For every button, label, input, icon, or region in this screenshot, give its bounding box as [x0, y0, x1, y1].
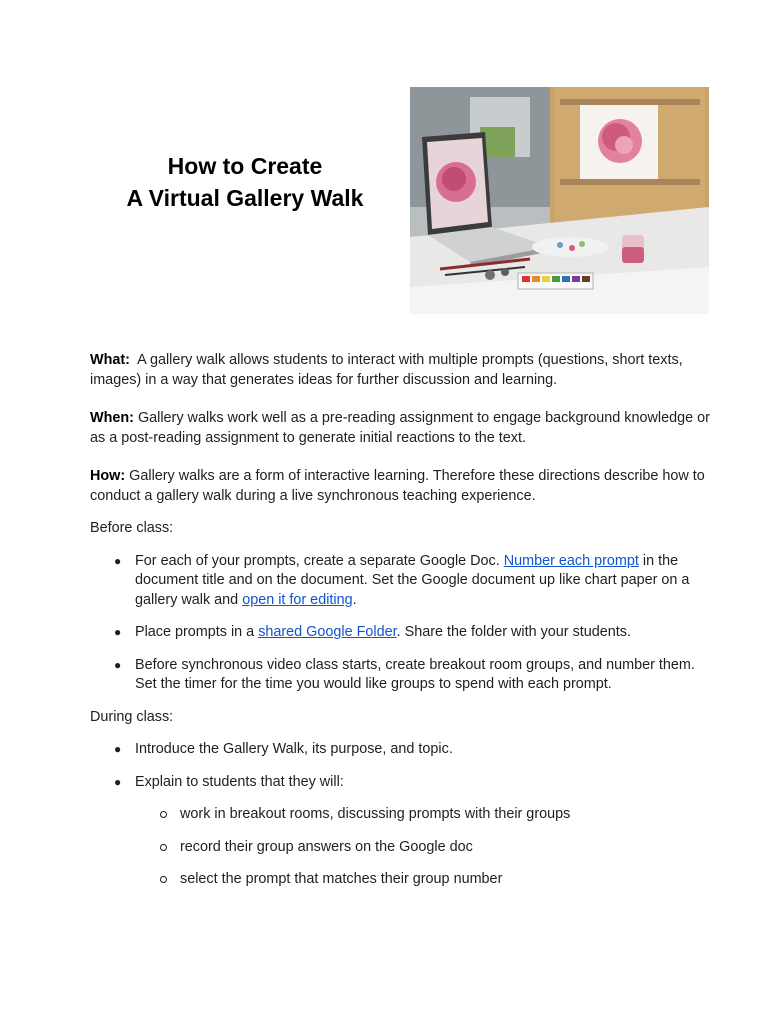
- title-line-1: How to Create: [167, 153, 323, 179]
- open-for-editing-link[interactable]: open it for editing: [242, 591, 353, 608]
- document-title: [90, 150, 400, 214]
- title-line-2: A Virtual Gallery Walk: [126, 185, 364, 211]
- before-item3-text: Before synchronous video class starts, create breakout room groups, and number them. Set the timer for the time you would like groups to spend with each prompt.: [135, 656, 695, 692]
- before-class-label: Before class:: [90, 520, 174, 536]
- what-text: A gallery walk allows students to interact with multiple prompts (questions, short texts, images) in a way that generates ideas for further discussion and learning.: [90, 352, 687, 388]
- during-sub-list: [135, 805, 715, 890]
- sub-item-text: work in breakout rooms, discussing prompts with their groups: [180, 806, 571, 822]
- sub-list-item: [135, 805, 715, 825]
- list-item: [90, 773, 715, 890]
- list-item: [90, 552, 715, 611]
- before-class-list: [90, 552, 715, 695]
- before-item1-part1: For each of your prompts, create a separate Google Doc.: [135, 552, 504, 569]
- hero-photo-laptop-easel: [410, 87, 709, 314]
- sub-list-item: [135, 838, 715, 858]
- hollow-bullet-icon: [160, 876, 167, 883]
- bullet-icon: ●: [114, 774, 122, 789]
- before-item2-part2: . Share the folder with your students.: [396, 624, 631, 640]
- before-item2-part1: Place prompts in a: [135, 624, 259, 640]
- during-class-label: During class:: [90, 708, 174, 725]
- when-text: Gallery walks work well as a pre-reading assignment to engage background knowledge or as a post-reading assignment to generate initial reactions to the text.: [90, 410, 714, 446]
- document-body: [90, 351, 715, 903]
- list-item: [90, 623, 715, 643]
- before-item1-part2: in the document title and on the document. Set the Google document up like chart paper on a gallery walk and: [135, 552, 694, 608]
- sub-item-text: record their group answers on the Google doc: [180, 838, 473, 855]
- during-class-list: [90, 740, 715, 890]
- before-item1-part3: .: [352, 591, 357, 608]
- sub-item-text: select the prompt that matches their group number: [180, 871, 503, 887]
- what-label: What:: [90, 352, 130, 368]
- how-paragraph: [90, 467, 715, 506]
- list-item: [90, 656, 715, 695]
- bullet-icon: ●: [114, 625, 122, 639]
- shared-google-folder-link[interactable]: shared Google Folder: [258, 624, 397, 640]
- bullet-icon: ●: [114, 742, 122, 756]
- during-item2-text: Explain to students that they will:: [135, 773, 344, 790]
- bullet-icon: ●: [114, 553, 122, 568]
- how-text: Gallery walks are a form of interactive learning. Therefore these directions describe how to conduct a gallery walk during a live synchronous teaching experience.: [90, 468, 709, 504]
- how-label: How:: [90, 468, 126, 484]
- when-label: When:: [90, 410, 134, 426]
- photo-illustration: [410, 87, 709, 314]
- hollow-bullet-icon: [160, 844, 167, 851]
- sub-list-item: [135, 870, 715, 890]
- hollow-bullet-icon: [160, 811, 167, 818]
- what-paragraph: [90, 351, 715, 390]
- list-item: [90, 740, 715, 760]
- bullet-icon: ●: [114, 657, 122, 672]
- during-item1-text: Introduce the Gallery Walk, its purpose, and topic.: [135, 741, 453, 757]
- number-each-prompt-link[interactable]: Number each prompt: [503, 552, 639, 569]
- when-paragraph: [90, 409, 715, 448]
